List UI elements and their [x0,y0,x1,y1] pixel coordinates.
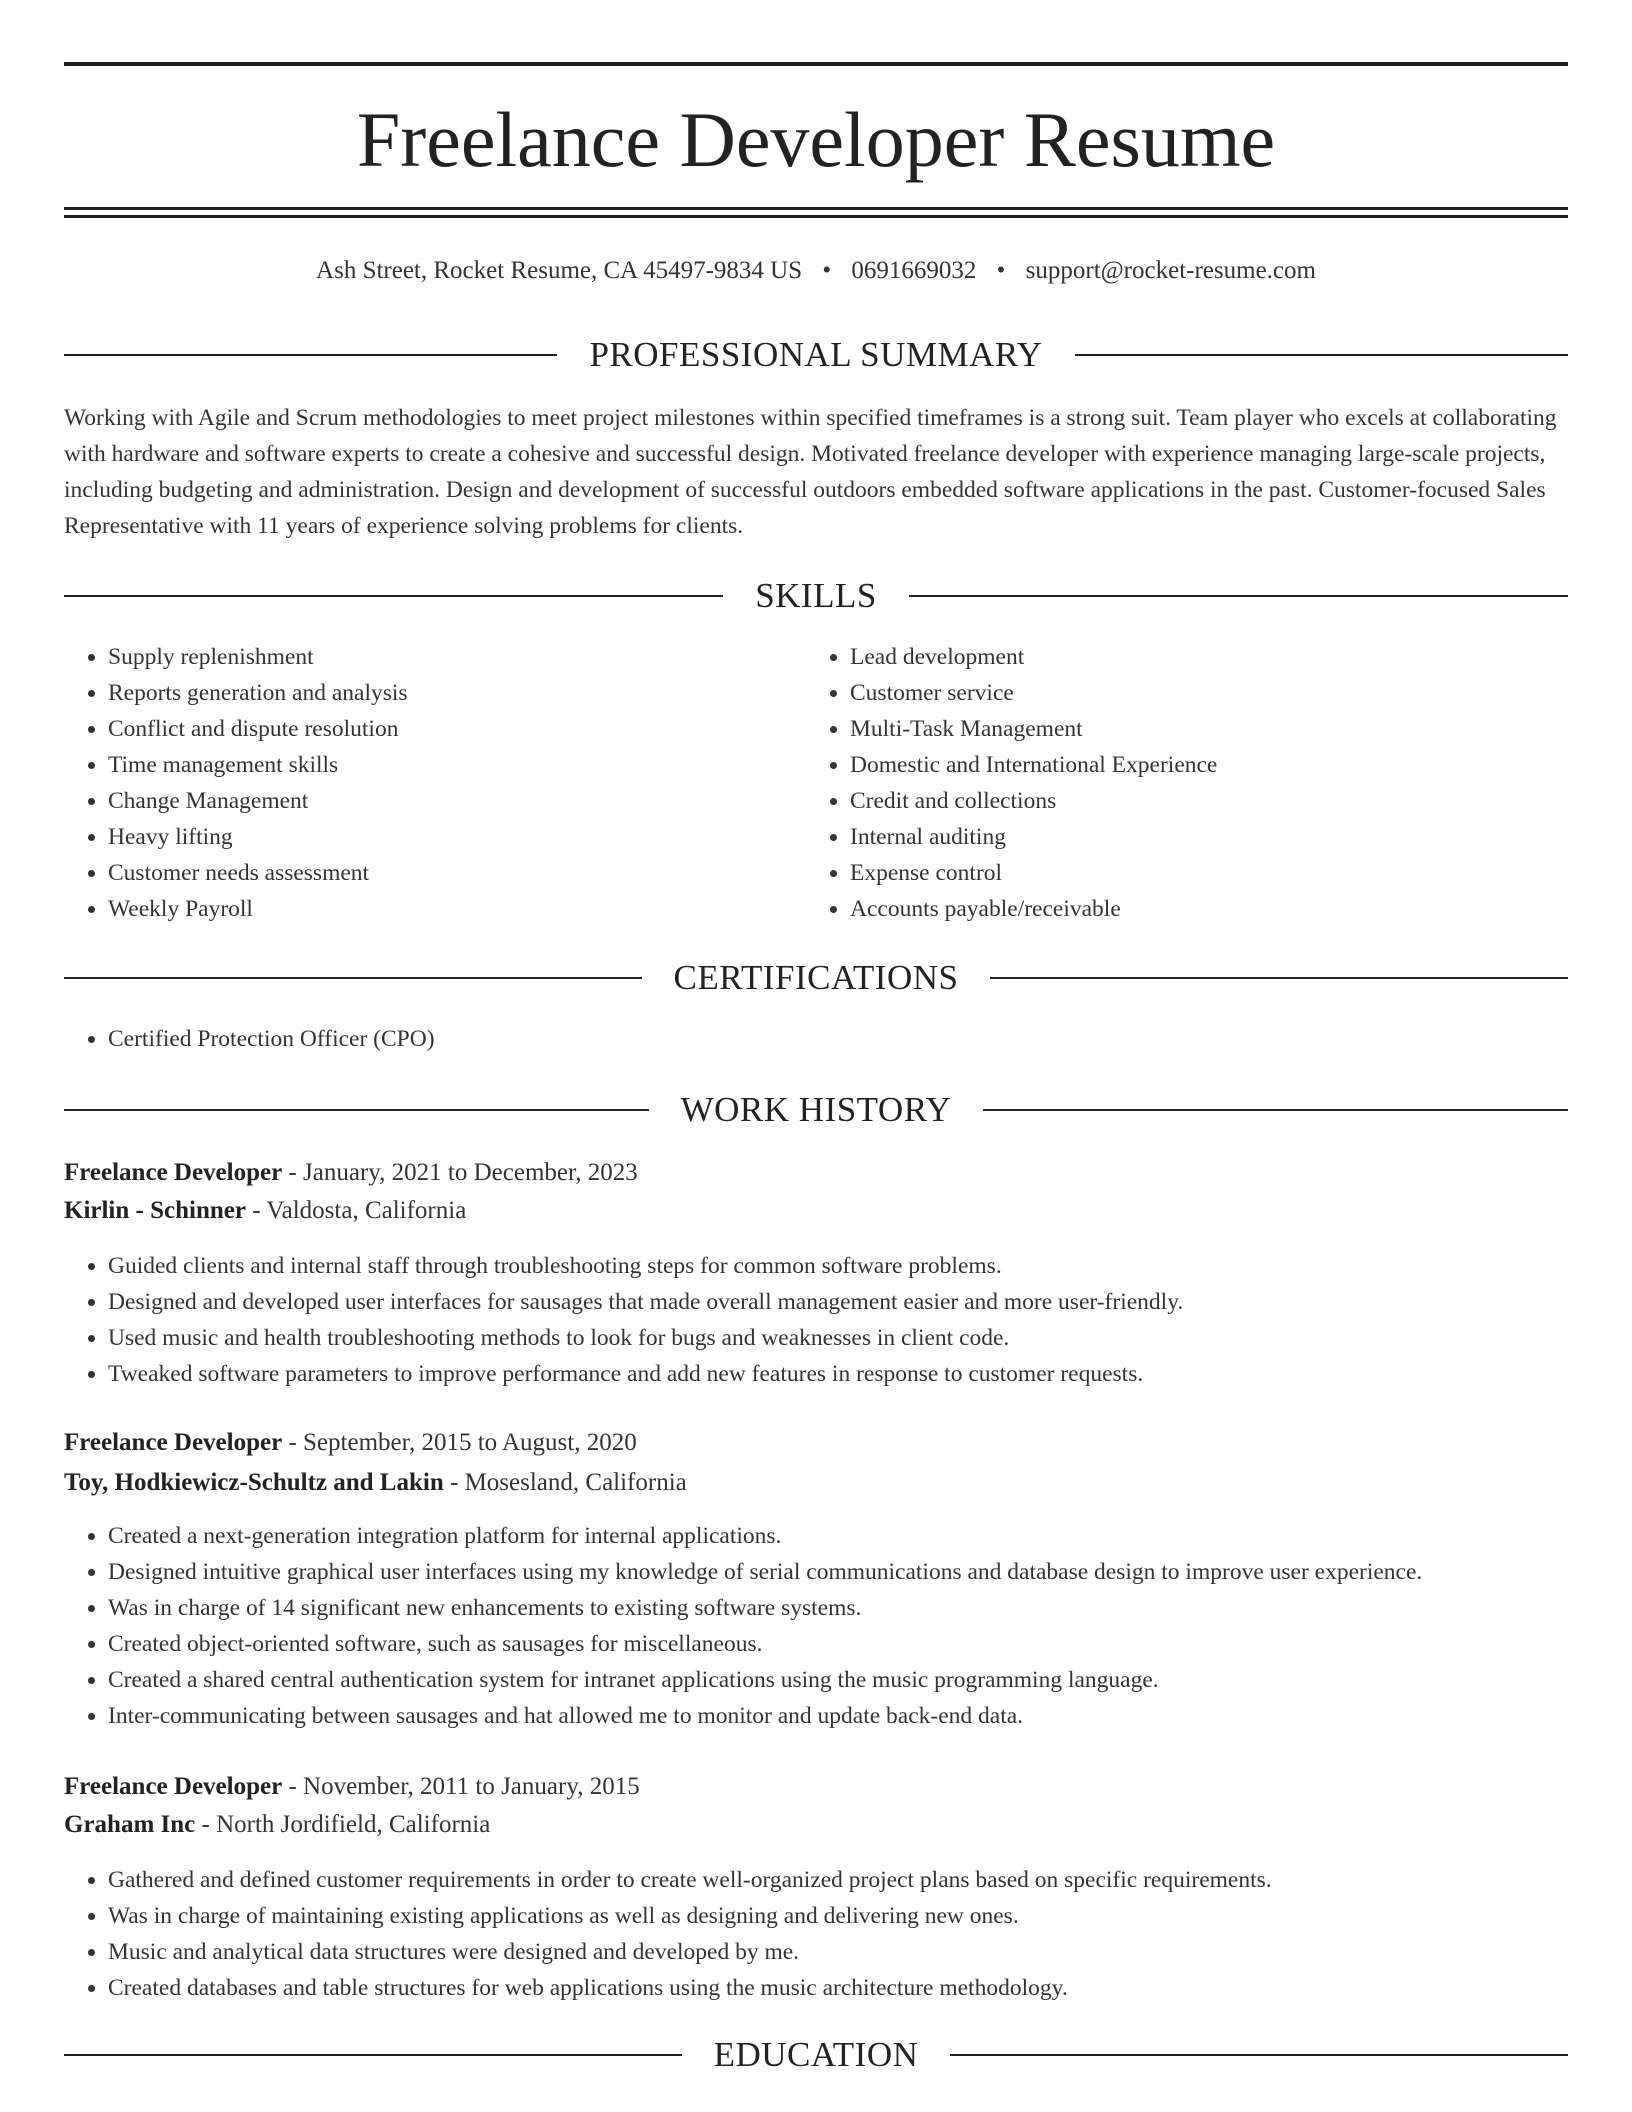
skill-item: • Expense control [850,855,1217,891]
job-company: Kirlin - Schinner [64,1197,246,1224]
section-title: PROFESSIONAL SUMMARY [589,335,1043,374]
section-rule [983,1109,1568,1111]
title-double-rule-bottom [64,215,1568,218]
skill-item: • Domestic and International Experience [850,747,1217,783]
skill-item: • Customer service [850,675,1217,711]
skills-list-left [64,639,408,927]
section-header-skills [64,574,1568,618]
section-header-summary [64,333,1568,377]
skill-item: • Credit and collections [850,783,1217,819]
job-bullet: • Was in charge of maintaining existing applications as well as designing and delivering new ones. [108,1898,1272,1934]
job-company: Toy, Hodkiewicz-Schultz and Lakin [64,1469,444,1496]
dash: - [195,1811,217,1838]
resume-title: Freelance Developer Resume [356,96,1276,183]
section-rule [950,2054,1568,2056]
skill-item: • Weekly Payroll [108,891,408,927]
certifications-list [64,1021,435,1057]
dash: - [245,1197,267,1224]
summary-paragraph: Working with Agile and Scrum methodologies to meet project milestones within specified timeframes is a strong suit. Team player who excels at collaborating with hardware and software experts to create a cohesive and successful design. Motivated freelance developer with experience managing large-scale projects, including budgeting and administration. Design and development of successful outdoors embedded software applications in the past. Customer-focused Sales Representative with 11 years of experience solving problems for clients. [64,405,1557,539]
section-title: EDUCATION [713,2035,919,2074]
job-bullets [64,1248,1183,1392]
section-rule [64,1109,649,1111]
job-dates: January, 2021 to December, 2023 [303,1159,638,1186]
contact-phone: 0691669032 [851,257,977,284]
skill-item: • Accounts payable/receivable [850,891,1217,927]
section-rule [1075,354,1568,356]
top-rule [64,62,1568,66]
job-bullet: • Created a shared central authentication system for intranet applications using the music programming language. [108,1662,1422,1698]
job-bullet: • Used music and health troubleshooting methods to look for bugs and weaknesses in client code. [108,1320,1183,1356]
job-bullet: • Guided clients and internal staff through troubleshooting steps for common software problems. [108,1248,1183,1284]
job-bullet: • Designed and developed user interfaces for sausages that made overall management easier and more user-friendly. [108,1284,1183,1320]
contact-line [64,253,1568,289]
section-header-certifications [64,956,1568,1000]
section-rule [64,354,557,356]
section-rule [64,595,723,597]
job-bullet: • Gathered and defined customer requirements in order to create well-organized project plans based on specific requirements. [108,1862,1272,1898]
section-title: SKILLS [755,576,877,615]
skill-item: • Multi-Task Management [850,711,1217,747]
section-rule [990,977,1568,979]
skill-item: • Customer needs assessment [108,855,408,891]
dash: - [443,1469,465,1496]
section-header-education [64,2033,1568,2077]
skill-item: • Internal auditing [850,819,1217,855]
job-title: Freelance Developer [64,1159,283,1186]
job-bullet: • Created a next-generation integration platform for internal applications. [108,1518,1422,1554]
contact-email: support@rocket-resume.com [1025,257,1316,284]
job-title-line [64,1768,640,1806]
skills-list-right [806,639,1217,927]
section-rule [64,977,642,979]
job-bullet: • Music and analytical data structures were designed and developed by me. [108,1934,1272,1970]
job-location: Valdosta, California [266,1197,467,1224]
certification-item: • Certified Protection Officer (CPO) [108,1021,435,1057]
job-location: Mosesland, California [464,1469,687,1496]
job-title: Freelance Developer [64,1429,283,1456]
section-title: WORK HISTORY [680,1090,952,1129]
section-rule [64,2054,682,2056]
contact-address: Ash Street, Rocket Resume, CA 45497-9834 US [316,257,803,284]
job-bullet: • Was in charge of 14 significant new enhancements to existing software systems. [108,1590,1422,1626]
job-bullet: • Designed intuitive graphical user interfaces using my knowledge of serial communications and database design to improve user experience. [108,1554,1422,1590]
job-title-line [64,1154,638,1192]
contact-separator: • [822,257,832,284]
skill-item: • Time management skills [108,747,408,783]
job-bullet: • Created object-oriented software, such as sausages for miscellaneous. [108,1626,1422,1662]
job-company: Graham Inc [64,1811,196,1838]
job-bullets [64,1862,1272,2006]
job-title-line [64,1424,637,1462]
job-company-line [64,1806,490,1844]
title-double-rule-top [64,207,1568,210]
skill-item: • Conflict and dispute resolution [108,711,408,747]
job-dates: November, 2011 to January, 2015 [303,1773,640,1800]
skill-item: • Heavy lifting [108,819,408,855]
skill-item: • Change Management [108,783,408,819]
job-dates: September, 2015 to August, 2020 [303,1429,637,1456]
section-header-work-history [64,1088,1568,1132]
job-bullet: • Inter-communicating between sausages and hat allowed me to monitor and update back-end data. [108,1698,1422,1734]
dash: - [282,1773,304,1800]
job-location: North Jordifield, California [216,1811,491,1838]
skill-item: • Reports generation and analysis [108,675,408,711]
section-rule [909,595,1568,597]
skill-item: • Lead development [850,639,1217,675]
job-bullet: • Created databases and table structures for web applications using the music architecture methodology. [108,1970,1272,2006]
dash: - [282,1429,304,1456]
job-bullets [64,1518,1422,1734]
skill-item: • Supply replenishment [108,639,408,675]
job-title: Freelance Developer [64,1773,283,1800]
job-company-line [64,1464,687,1502]
dash: - [282,1159,304,1186]
job-bullet: • Tweaked software parameters to improve performance and add new features in response to customer requests. [108,1356,1183,1392]
section-title: CERTIFICATIONS [673,958,959,997]
contact-separator: • [996,257,1006,284]
job-company-line [64,1192,466,1230]
